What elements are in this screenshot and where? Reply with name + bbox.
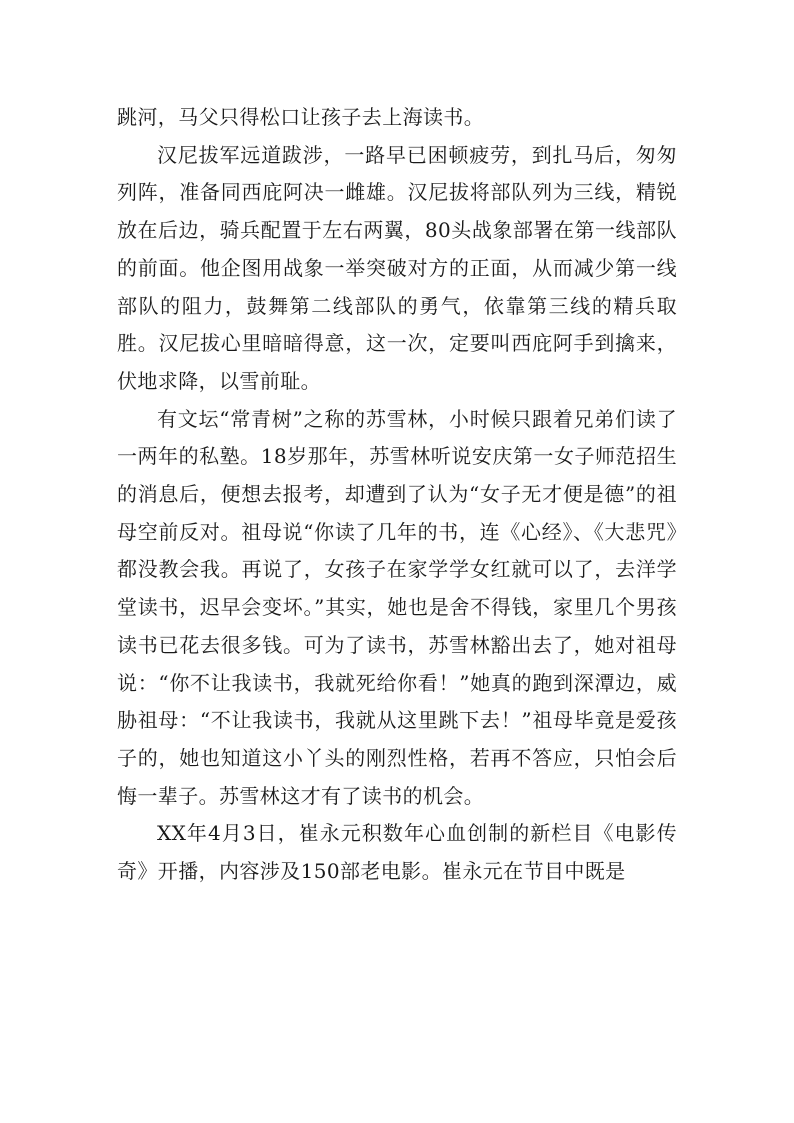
paragraph-continuation: 跳河，马父只得松口让孩子去上海读书。	[117, 105, 485, 129]
paragraph-cui-yongyuan: XX年4月3日，崔永元积数年心血创制的新栏目《电影传奇》开播，内容涉及150部老电影。崔永元在节目中既是	[117, 821, 677, 884]
paragraph-su-xuelin: 有文坛“常青树”之称的苏雪林，小时候只跟着兄弟们读了一两年的私塾。18岁那年，苏雪林听说安庆第一女子师范招生的消息后，便想去报考，却遭到了认为“女子无才便是德”的祖母空前反对。祖母说“你读了几年的书，连《心经》、《大悲咒》都没教会我。再说了，女孩子在家学学女红就可以了，去洋学堂读书，迟早会变坏。”其实，她也是舍不得钱，家里几个男孩读书已花去很多钱。可为了读书，苏雪林豁出去了，她对祖母说：“你不让我读书，我就死给你看！”她真的跑到深潭边，威胁祖母：“不让我读书，我就从这里跳下去！”祖母毕竟是爱孩子的，她也知道这小丫头的刚烈性格，若再不答应，只怕会后悔一辈子。苏雪林这才有了读书的机会。	[117, 406, 677, 808]
document-body	[117, 99, 677, 891]
paragraph-hannibal: 汉尼拔军远道跋涉，一路早已困顿疲劳，到扎马后，匆匆列阵，准备同西庇阿决一雌雄。汉尼拔将部队列为三线，精锐放在后边，骑兵配置于左右两翼，80头战象部署在第一线部队的前面。他企图用战象一举突破对方的正面，从而减少第一线部队的阻力，鼓舞第二线部队的勇气，依靠第三线的精兵取胜。汉尼拔心里暗暗得意，这一次，定要叫西庇阿手到擒来，伏地求降，以雪前耻。	[117, 142, 677, 393]
